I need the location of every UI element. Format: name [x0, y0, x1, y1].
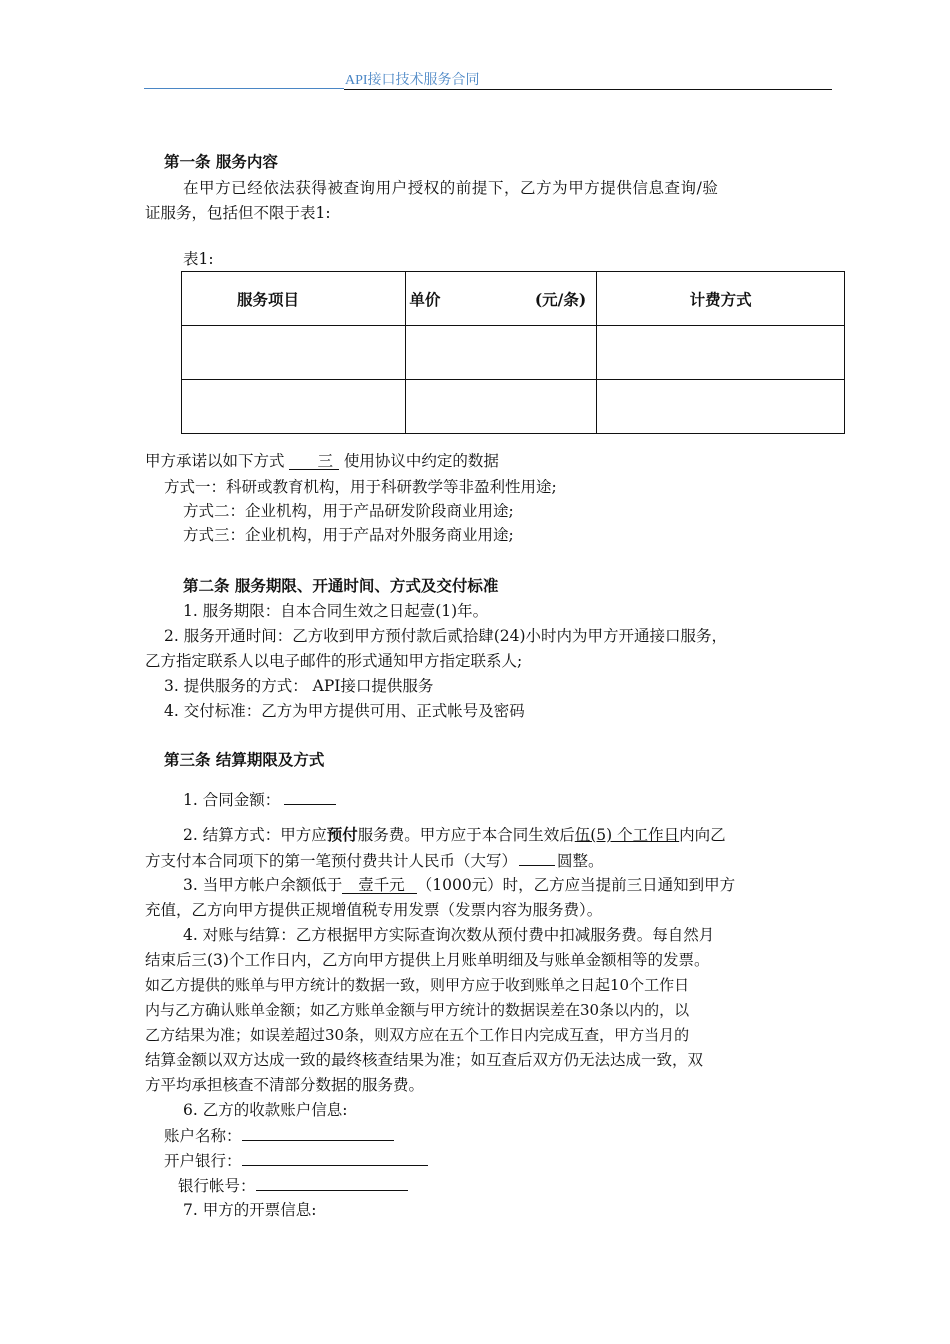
th-unit-price-unit: (元/条) — [534, 289, 587, 309]
item2-prepay: 预付 — [326, 825, 358, 844]
art1-p1-line2: 证服务，包括但不限于表1: — [145, 204, 331, 222]
account-no-blank — [256, 1175, 408, 1191]
art1-title: 第一条 服务内容 — [164, 152, 278, 171]
art3-item1 — [183, 789, 336, 810]
account-name-label: 账户名称： — [164, 1127, 242, 1145]
commit-prefix: 甲方承诺以如下方式 — [145, 452, 285, 470]
art2-item2-line2: 乙方指定联系人以电子邮件的形式通知甲方指定联系人; — [145, 652, 523, 670]
commit-value: 三 — [289, 453, 339, 470]
item2-text-a: 2. 结算方式：甲方应 — [183, 826, 327, 844]
service-table — [181, 271, 845, 434]
table-row — [182, 326, 845, 380]
art3-item2-line2 — [145, 850, 604, 871]
account-no-label: 银行帐号： — [178, 1177, 256, 1195]
item3-threshold: 壹千元 — [342, 877, 417, 894]
th-billing-method: 计费方式 — [597, 272, 845, 326]
art2-item2-line1: 2. 服务开通时间：乙方收到甲方预付款后贰拾肆(24)小时内为甲方开通接口服务， — [164, 627, 728, 645]
table-cell — [406, 326, 597, 380]
account-no-row — [178, 1175, 408, 1196]
art3-item6: 6. 乙方的收款账户信息: — [183, 1101, 348, 1119]
art2-item1: 1. 服务期限：自本合同生效之日起壹(1)年。 — [183, 602, 489, 620]
art1-p1-line1: 在甲方已经依法获得被查询用户授权的前提下，乙方为甲方提供信息查询/验 — [183, 179, 719, 197]
art3-title: 第三条 结算期限及方式 — [164, 750, 325, 769]
art2-title: 第二条 服务期限、开通时间、方式及交付标准 — [183, 576, 499, 595]
contract-amount-blank — [284, 789, 336, 805]
item2-text-c: 内向乙 — [679, 826, 726, 844]
table-caption: 表1: — [183, 250, 214, 268]
art3-item2-line1 — [183, 825, 726, 845]
account-name-blank — [242, 1125, 394, 1141]
table-cell — [182, 326, 406, 380]
header-rule-accent — [144, 88, 344, 89]
table-header-row — [182, 272, 845, 326]
bank-row — [164, 1150, 428, 1171]
item2-line2-a: 方支付本合同项下的第一笔预付费共计人民币（大写） — [145, 852, 518, 870]
art3-item4-line3: 如乙方提供的账单与甲方统计的数据一致，则甲方应于收到账单之日起10个工作日 — [145, 976, 690, 994]
th-service-item: 服务项目 — [182, 272, 406, 326]
header-rule — [344, 89, 832, 90]
bank-blank — [242, 1150, 428, 1166]
art3-item4-line5: 乙方结果为准；如误差超过30条，则双方应在五个工作日内完成互查，甲方当月的 — [145, 1026, 690, 1044]
art2-item4: 4. 交付标准：乙方为甲方提供可用、正式帐号及密码 — [164, 702, 525, 720]
contract-amount-label: 1. 合同金额： — [183, 791, 281, 809]
table-row — [182, 380, 845, 434]
item2-line2-b: 圆整。 — [557, 852, 604, 870]
item2-days: 伍(5) 个工作日 — [574, 826, 680, 844]
th-unit-price-label: 单价 — [409, 289, 441, 309]
item3-text-b: （1000元）时，乙方应当提前三日通知到甲方 — [416, 876, 736, 894]
way-1: 方式一：科研或教育机构，用于科研教学等非盈利性用途; — [164, 478, 557, 496]
header-title: API接口技术服务合同 — [345, 73, 480, 88]
account-name-row — [164, 1125, 394, 1146]
commit-suffix: 使用协议中约定的数据 — [343, 452, 499, 470]
art3-item4-line4: 内与乙方确认账单金额；如乙方账单金额与甲方统计的数据误差在30条以内的，以 — [145, 1001, 690, 1019]
table-cell — [597, 326, 845, 380]
art3-item4-line1: 4. 对账与结算：乙方根据甲方实际查询次数从预付费中扣减服务费。每自然月 — [183, 926, 715, 944]
art3-item4-line7: 方平均承担核查不清部分数据的服务费。 — [145, 1076, 425, 1094]
table-cell — [406, 380, 597, 434]
item2-text-b: 服务费。甲方应于本合同生效后 — [357, 826, 575, 844]
art3-item3-line1 — [183, 875, 735, 895]
rmb-amount-blank — [519, 850, 555, 866]
way-2: 方式二：企业机构，用于产品研发阶段商业用途; — [183, 502, 514, 520]
commit-line — [145, 451, 499, 471]
table-cell — [182, 380, 406, 434]
art2-item3: 3. 提供服务的方式： API接口提供服务 — [164, 677, 434, 695]
table-cell — [597, 380, 845, 434]
way-3: 方式三：企业机构，用于产品对外服务商业用途; — [183, 526, 514, 544]
th-unit-price — [406, 272, 597, 326]
art3-item4-line2: 结束后三(3)个工作日内，乙方向甲方提供上月账单明细及与账单金额相等的发票。 — [145, 951, 710, 969]
art3-item7: 7. 甲方的开票信息: — [183, 1201, 317, 1219]
art3-item4-line6: 结算金额以双方达成一致的最终核查结果为准；如互查后双方仍无法达成一致，双 — [145, 1051, 704, 1069]
item3-text-a: 3. 当甲方帐户余额低于 — [183, 876, 343, 894]
art3-item3-line2: 充值，乙方向甲方提供正规增值税专用发票（发票内容为服务费）。 — [145, 901, 603, 919]
bank-label: 开户银行： — [164, 1152, 242, 1170]
